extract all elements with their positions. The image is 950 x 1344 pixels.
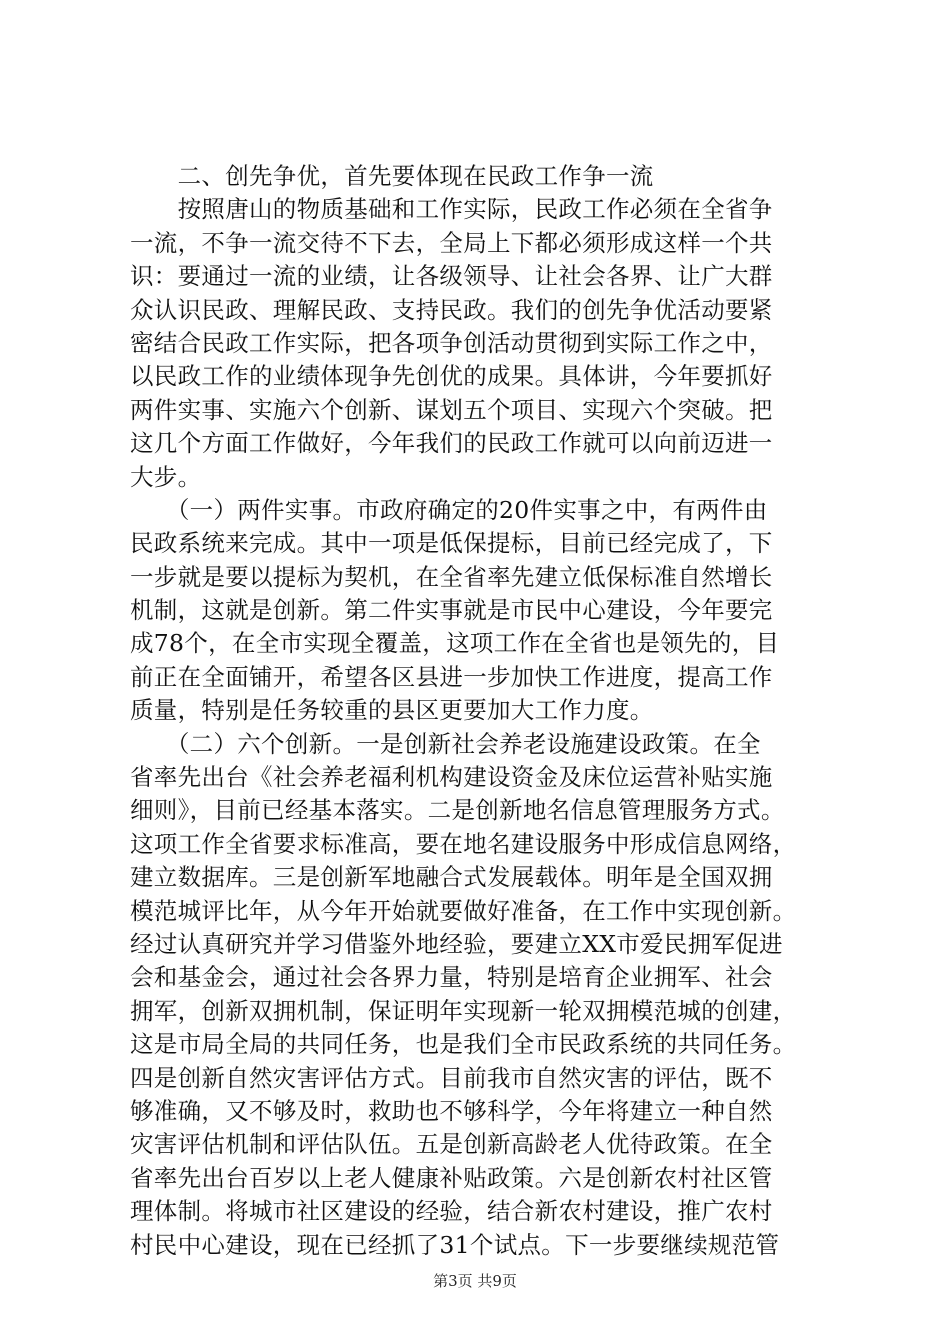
text-line: 村民中心建设，现在已经抓了31个试点。下一步要继续规范管 xyxy=(130,1230,780,1259)
text-line: 识：要通过一流的业绩，让各级领导、让社会各界、让广大群 xyxy=(130,262,773,291)
text-line: 省率先出台百岁以上老人健康补贴政策。六是创新农村社区管 xyxy=(130,1163,773,1192)
text-line: 按照唐山的物质基础和工作实际，民政工作必须在全省争 xyxy=(130,195,773,224)
text-line: 经过认真研究并学习借鉴外地经验，要建立XX市爱民拥军促进 xyxy=(130,929,783,958)
text-line: 够准确，又不够及时，救助也不够科学，今年将建立一种自然 xyxy=(130,1096,773,1125)
text-line: 这几个方面工作做好，今年我们的民政工作就可以向前迈进一 xyxy=(130,429,773,458)
text-line: 模范城评比年，从今年开始就要做好准备，在工作中实现创新。 xyxy=(130,896,797,925)
text-line: 这项工作全省要求标准高，要在地名建设服务中形成信息网络， xyxy=(130,829,797,858)
text-line: （一）两件实事。市政府确定的20件实事之中，有两件由 xyxy=(130,495,768,524)
text-line: 成78个，在全市实现全覆盖，这项工作在全省也是领先的，目 xyxy=(130,629,780,658)
text-line: 建立数据库。三是创新军地融合式发展载体。明年是全国双拥 xyxy=(130,863,773,892)
page-number-footer: 第3页 共9页 xyxy=(433,1272,517,1290)
text-line: 民政系统来完成。其中一项是低保提标，目前已经完成了，下 xyxy=(130,529,773,558)
text-line: 理体制。将城市社区建设的经验，结合新农村建设，推广农村 xyxy=(130,1197,773,1226)
text-line: 细则》，目前已经基本落实。二是创新地名信息管理服务方式。 xyxy=(130,796,785,825)
text-line: 以民政工作的业绩体现争先创优的成果。具体讲，今年要抓好 xyxy=(130,362,773,391)
text-line: 前正在全面铺开，希望各区县进一步加快工作进度，提高工作 xyxy=(130,662,773,691)
text-line: 两件实事、实施六个创新、谋划五个项目、实现六个突破。把 xyxy=(130,395,773,424)
text-line: 省率先出台《社会养老福利机构建设资金及床位运营补贴实施 xyxy=(130,763,773,792)
text-line: 二、创先争优，首先要体现在民政工作争一流 xyxy=(130,162,654,190)
text-line: 质量，特别是任务较重的县区更要加大工作力度。 xyxy=(130,696,654,725)
text-line: 大步。 xyxy=(130,462,202,491)
text-line: 拥军，创新双拥机制，保证明年实现新一轮双拥模范城的创建， xyxy=(130,996,797,1025)
text-line: 机制，这就是创新。第二件实事就是市民中心建设，今年要完 xyxy=(130,596,773,625)
text-line: （二）六个创新。一是创新社会养老设施建设政策。在全 xyxy=(130,729,761,758)
text-line: 四是创新自然灾害评估方式。目前我市自然灾害的评估，既不 xyxy=(130,1063,773,1092)
text-line: 这是市局全局的共同任务，也是我们全市民政系统的共同任务。 xyxy=(130,1030,797,1059)
text-line: 会和基金会，通过社会各界力量，特别是培育企业拥军、社会 xyxy=(130,963,773,992)
text-line: 一流，不争一流交待不下去，全局上下都必须形成这样一个共 xyxy=(130,228,773,257)
document-body xyxy=(130,160,830,1262)
text-line: 众认识民政、理解民政、支持民政。我们的创先争优活动要紧 xyxy=(130,295,773,324)
text-line: 一步就是要以提标为契机，在全省率先建立低保标准自然增长 xyxy=(130,562,773,591)
text-line: 灾害评估机制和评估队伍。五是创新高龄老人优待政策。在全 xyxy=(130,1130,773,1159)
text-line: 密结合民政工作实际，把各项争创活动贯彻到实际工作之中， xyxy=(130,328,773,357)
